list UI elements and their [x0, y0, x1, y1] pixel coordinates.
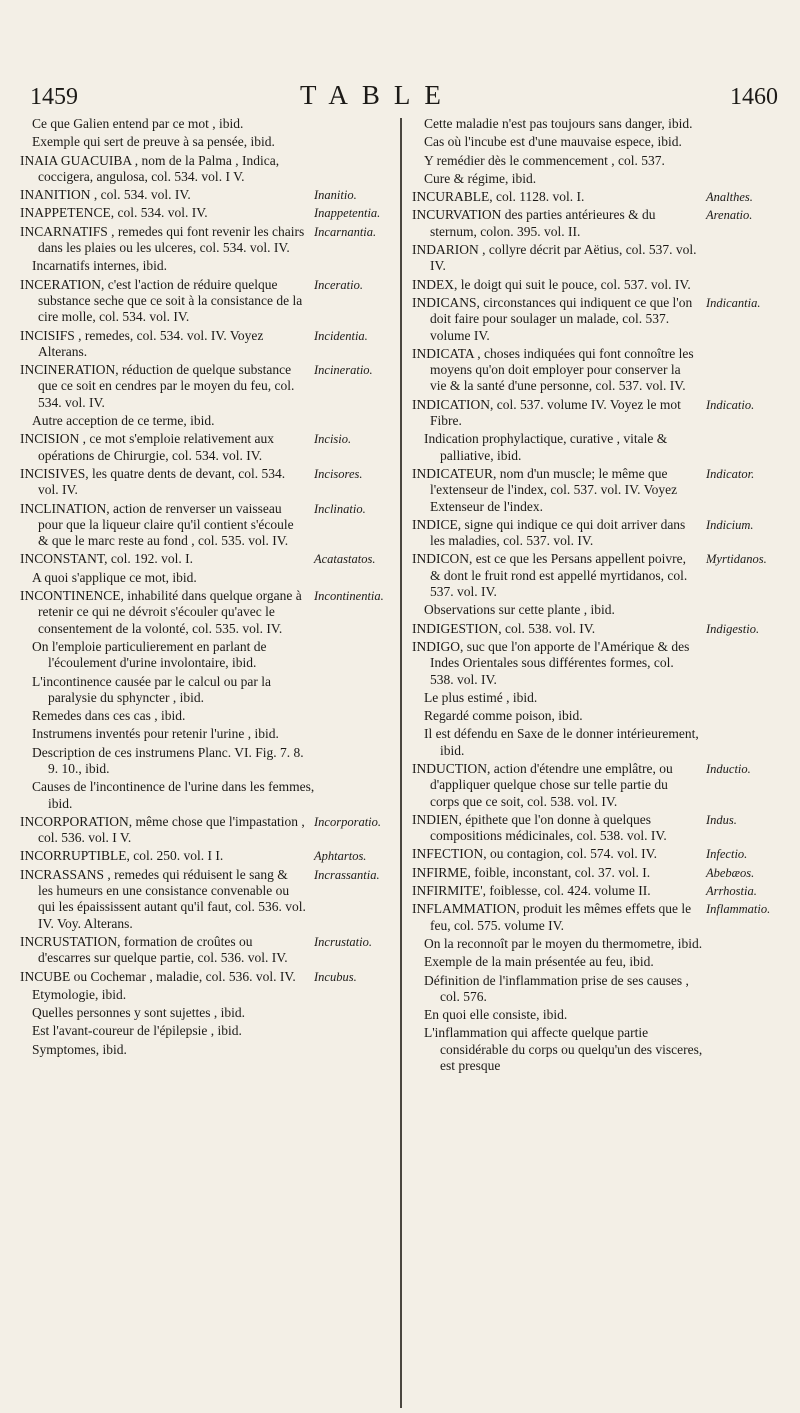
- index-entry: [412, 134, 792, 150]
- entry-text: INFIRMITE', foiblesse, col. 424. volume II.: [412, 883, 651, 899]
- page-header: [0, 80, 800, 116]
- latin-term: Indicator.: [706, 466, 755, 481]
- entry-text: Causes de l'incontinence de l'urine dans les femmes, ibid.: [32, 779, 315, 811]
- entry-text: Le plus estimé , ibid.: [424, 689, 538, 705]
- index-entry: [412, 690, 792, 706]
- entry-text: Exemple qui sert de preuve à sa pensée, ibid.: [32, 134, 275, 150]
- latin-term: Arrhostia.: [706, 884, 757, 899]
- entry-text: Etymologie, ibid.: [32, 986, 127, 1002]
- entry-text: INCORPORATION, même chose que l'impastation , col. 536. vol. I V.: [20, 813, 305, 846]
- entry-text: Regardé comme poison, ibid.: [424, 708, 583, 724]
- entry-text: INDICE, signe qui indique ce qui doit arriver dans les maladies, col. 537. vol. IV.: [412, 516, 686, 549]
- entry-text: INCORRUPTIBLE, col. 250. vol. I I.: [20, 848, 224, 864]
- entry-text: On l'emploie particulierement en parlant de l'écoulement d'urine involontaire, ibid.: [32, 638, 267, 671]
- index-entry: [20, 726, 395, 742]
- entry-text: INCURVATION des parties antérieures & du sternum, colon. 395. vol. II.: [412, 207, 656, 239]
- index-entry: [20, 134, 395, 150]
- index-entry: [20, 224, 395, 257]
- latin-term: Indicatio.: [706, 397, 755, 412]
- entry-text: INAPPETENCE, col. 534. vol. IV.: [20, 205, 208, 221]
- index-entry: [20, 639, 395, 672]
- latin-term: Incrassantia.: [314, 867, 380, 882]
- index-entry: [20, 116, 395, 132]
- index-entry: [412, 153, 792, 169]
- entry-text: INDICANS, circonstances qui indiquent ce que l'on doit faire pour soulager un malade, col. 537. volume IV.: [412, 294, 693, 343]
- entry-text: INCISIFS , remedes, col. 534. vol. IV. Voyez Alterans.: [20, 327, 264, 359]
- index-entry: [412, 207, 792, 240]
- entry-text: Y remédier dès le commencement , col. 537.: [424, 152, 665, 168]
- index-entry: [412, 883, 792, 899]
- index-entry: [412, 277, 792, 293]
- entry-text: Description de ces instrumens Planc. VI. Fig. 7. 8. 9. 10., ibid.: [32, 744, 304, 776]
- index-entry: [20, 501, 395, 550]
- entry-text: Quelles personnes y sont sujettes , ibid.: [32, 1005, 245, 1021]
- latin-term: Incontinentia.: [314, 589, 384, 604]
- entry-text: Instrumens inventés pour retenir l'urine , ibid.: [32, 726, 279, 742]
- latin-term: Abebæos.: [706, 865, 755, 880]
- entry-text: L'incontinence causée par le calcul ou par la paralysie du sphyncter , ibid.: [32, 673, 271, 705]
- entry-text: INDICATEUR, nom d'un muscle; le même que l'extenseur de l'index, col. 537. vol. IV. Voyez Extenseur de l'index.: [412, 465, 678, 514]
- left-page-number: 1459: [30, 84, 78, 110]
- index-entry: [412, 346, 792, 395]
- latin-term: Indus.: [706, 812, 737, 827]
- entry-text: INFLAMMATION, produit les mêmes effets que le feu, col. 575. volume IV.: [412, 901, 692, 933]
- entry-text: INCLINATION, action de renverser un vaisseau pour que la liqueur claire qu'il contient s'écoule & que le marc reste au fond , col. 535. vol. IV.: [20, 500, 294, 549]
- latin-term: Myrtidanos.: [706, 552, 767, 567]
- entry-text: INCISION , ce mot s'emploie relativement aux opérations de Chirurgie, col. 534. vol. IV.: [20, 431, 274, 463]
- entry-text: Observations sur cette plante , ibid.: [424, 602, 615, 618]
- entry-text: Cas où l'incube est d'une mauvaise espece, ibid.: [424, 134, 682, 150]
- index-entry: [412, 708, 792, 724]
- latin-term: Indigestio.: [706, 621, 760, 636]
- index-entry: [20, 934, 395, 967]
- latin-term: Arenatio.: [706, 208, 753, 223]
- index-entry: [412, 812, 792, 845]
- entry-text: INDICATA , choses indiquées qui font connoître les moyens qu'on doit employer pour conserver la vie & la santé d'une personne, col. 537. vol. IV.: [412, 345, 694, 394]
- latin-term: Incidentia.: [314, 328, 368, 343]
- index-entry: [20, 814, 395, 847]
- index-entry: [20, 187, 395, 203]
- latin-term: Indicantia.: [706, 295, 761, 310]
- index-entry: [20, 848, 395, 864]
- index-entry: [412, 1025, 792, 1074]
- index-entry: [412, 1007, 792, 1023]
- entry-text: Indication prophylactique, curative , vitale & palliative, ibid.: [424, 431, 668, 463]
- entry-text: INCRASSANS , remedes qui réduisent le sang & les humeurs en une consistance convenable ou qui les épaississent autant qu'il faut, col. 536. vol. IV. Voy. Alterans.: [20, 866, 306, 931]
- index-entry: [412, 242, 792, 275]
- latin-term: Incrustatio.: [314, 934, 372, 949]
- index-entry: [412, 397, 792, 430]
- index-entry: [20, 277, 395, 326]
- entry-text: INDIGESTION, col. 538. vol. IV.: [412, 620, 596, 636]
- latin-term: Inappetentia.: [314, 206, 381, 221]
- column-divider: [400, 118, 402, 1408]
- index-entry: [20, 708, 395, 724]
- index-entry: [412, 466, 792, 515]
- index-entry: [412, 621, 792, 637]
- latin-term: Inclinatio.: [314, 501, 366, 516]
- entry-text: Remedes dans ces cas , ibid.: [32, 708, 186, 724]
- index-entry: [20, 969, 395, 985]
- latin-term: Incineratio.: [314, 363, 373, 378]
- index-entry: [412, 846, 792, 862]
- index-entry: [20, 745, 395, 778]
- latin-term: Incubus.: [314, 969, 357, 984]
- page-title: TABLE: [300, 80, 455, 110]
- index-entry: [20, 588, 395, 637]
- index-entry: [412, 936, 792, 952]
- entry-text: Cure & régime, ibid.: [424, 170, 537, 186]
- index-entry: [412, 295, 792, 344]
- entry-text: INDIEN, épithete que l'on donne à quelques compositions médicinales, col. 538. vol. IV.: [412, 811, 667, 844]
- index-entry: [412, 901, 792, 934]
- entry-text: INCRUSTATION, formation de croûtes ou d'escarres sur quelque partie, col. 536. vol. IV.: [20, 933, 288, 966]
- right-page-number: 1460: [730, 84, 778, 110]
- entry-text: INCURABLE, col. 1128. vol. I.: [412, 189, 585, 205]
- index-entry: [412, 639, 792, 688]
- index-entry: [412, 726, 792, 759]
- entry-text: Exemple de la main présentée au feu, ibid.: [424, 954, 654, 970]
- index-entry: [20, 987, 395, 1003]
- entry-text: A quoi s'applique ce mot, ibid.: [32, 569, 197, 585]
- index-entry: [20, 362, 395, 411]
- index-entry: [20, 328, 395, 361]
- entry-text: INCERATION, c'est l'action de réduire quelque substance seche que ce soit à la consistance de la cire molle, col. 534. vol. IV.: [20, 276, 303, 325]
- entry-text: En quoi elle consiste, ibid.: [424, 1007, 568, 1023]
- latin-term: Inceratio.: [314, 277, 363, 292]
- index-entry: [20, 779, 395, 812]
- index-entry: [20, 413, 395, 429]
- index-entry: [412, 761, 792, 810]
- latin-term: Inflammatio.: [706, 902, 771, 917]
- index-entry: [412, 431, 792, 464]
- latin-term: Inductio.: [706, 761, 751, 776]
- index-entry: [20, 1005, 395, 1021]
- latin-term: Incisores.: [314, 466, 363, 481]
- latin-term: Infectio.: [706, 847, 748, 862]
- entry-text: INCARNATIFS , remedes qui font revenir les chairs dans les plaies ou les ulceres, col. 534. vol. IV.: [20, 223, 305, 256]
- latin-term: Incarnantia.: [314, 224, 377, 239]
- index-entry: [20, 674, 395, 707]
- index-entry: [412, 973, 792, 1006]
- right-column: [412, 116, 792, 1076]
- index-entry: [20, 1042, 395, 1058]
- entry-text: Symptomes, ibid.: [32, 1041, 127, 1057]
- entry-text: Est l'avant-coureur de l'épilepsie , ibid.: [32, 1023, 242, 1039]
- index-entry: [20, 258, 395, 274]
- index-entry: [412, 116, 792, 132]
- entry-text: On la reconnoît par le moyen du thermometre, ibid.: [424, 935, 703, 951]
- entry-text: INDEX, le doigt qui suit le pouce, col. 537. vol. IV.: [412, 276, 691, 292]
- index-entry: [412, 954, 792, 970]
- entry-text: Autre acception de ce terme, ibid.: [32, 413, 215, 429]
- latin-term: Analthes.: [706, 190, 753, 205]
- latin-term: Acatastatos.: [314, 552, 376, 567]
- index-entry: [20, 867, 395, 932]
- entry-text: Il est défendu en Saxe de le donner intérieurement, ibid.: [424, 726, 699, 758]
- index-entry: [20, 570, 395, 586]
- index-entry: [20, 431, 395, 464]
- entry-text: Ce que Galien entend par ce mot , ibid.: [32, 116, 244, 131]
- entry-text: INDARION , collyre décrit par Aëtius, col. 537. vol. IV.: [412, 242, 697, 274]
- entry-text: Cette maladie n'est pas toujours sans danger, ibid.: [424, 116, 693, 131]
- index-entry: [412, 171, 792, 187]
- left-column: [20, 116, 395, 1060]
- entry-text: INDIGO, suc que l'on apporte de l'Amérique & des Indes Orientales sous différentes formes, col. 538. vol. IV.: [412, 638, 690, 687]
- entry-text: INDUCTION, action d'étendre une emplâtre, ou d'appliquer quelque chose sur telle partie du corps que ce soit, col. 538. vol. IV.: [412, 760, 673, 809]
- latin-term: Incisio.: [314, 432, 352, 447]
- entry-text: INDICON, est ce que les Persans appellent poivre, & dont le fruit rond est appellé myrtidanos, col. 537. vol. IV.: [412, 551, 688, 600]
- entry-text: L'inflammation qui affecte quelque partie considérable du corps ou quelqu'un des visceres, est presque: [424, 1025, 703, 1074]
- entry-text: INANITION , col. 534. vol. IV.: [20, 187, 191, 203]
- index-entry: [412, 551, 792, 600]
- entry-text: INFIRME, foible, inconstant, col. 37. vol. I.: [412, 864, 651, 880]
- entry-text: INCONTINENCE, inhabilité dans quelque organe à retenir ce qui ne dévroit s'écouler qu'avec le consentement de la volonté, col. 535. vol. IV.: [20, 588, 302, 636]
- entry-text: Définition de l'inflammation prise de ses causes , col. 576.: [424, 972, 689, 1004]
- entry-text: INFECTION, ou contagion, col. 574. vol. IV.: [412, 846, 657, 862]
- entry-text: INCINERATION, réduction de quelque substance que ce soit en cendres par le moyen du feu, col. 534. vol. IV.: [20, 362, 295, 410]
- latin-term: Indicium.: [706, 517, 754, 532]
- latin-term: Aphtartos.: [314, 849, 367, 864]
- entry-text: INAIA GUACUIBA , nom de la Palma , Indica, coccigera, angulosa, col. 534. vol. I V.: [20, 152, 280, 184]
- index-entry: [20, 551, 395, 567]
- entry-text: INDICATION, col. 537. volume IV. Voyez le mot Fibre.: [412, 396, 681, 429]
- index-entry: [20, 205, 395, 221]
- entry-text: Incarnatifs internes, ibid.: [32, 258, 167, 274]
- index-entry: [412, 602, 792, 618]
- latin-term: Inanitio.: [314, 188, 357, 203]
- latin-term: Incorporatio.: [314, 814, 382, 829]
- index-entry: [412, 189, 792, 205]
- index-entry: [20, 466, 395, 499]
- index-entry: [20, 153, 395, 186]
- index-entry: [412, 517, 792, 550]
- entry-text: INCONSTANT, col. 192. vol. I.: [20, 551, 194, 567]
- entry-text: INCISIVES, les quatre dents de devant, col. 534. vol. IV.: [20, 465, 286, 498]
- entry-text: INCUBE ou Cochemar , maladie, col. 536. vol. IV.: [20, 968, 296, 984]
- index-entry: [412, 865, 792, 881]
- index-entry: [20, 1023, 395, 1039]
